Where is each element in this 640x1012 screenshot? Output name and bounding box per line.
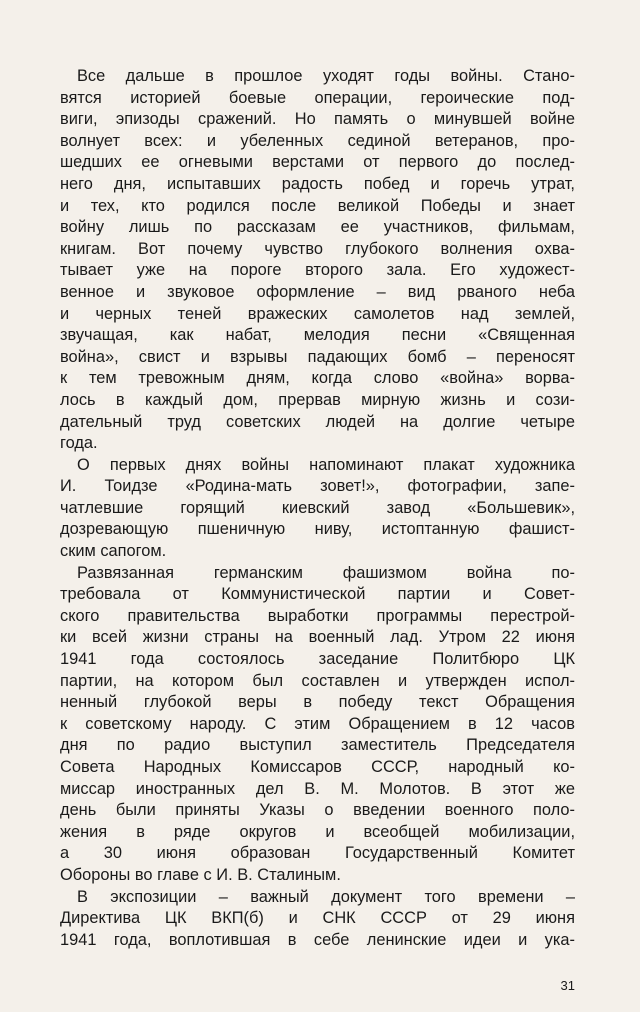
text-line: ского правительства выработки программы перестрой- [60,606,575,625]
text-line: года. [60,434,98,453]
text-line: и тех, кто родился после великой Победы и знает [60,196,575,215]
text-line: к тем тревожным дням, когда слово «война» ворва- [60,369,575,388]
text-line: партии, на котором был составлен и утвержден испол- [60,671,575,690]
text-line: ки всей жизни страны на военный лад. Утром 22 июня [60,628,575,647]
text-line: войну лишь по рассказам ее участников, фильмам, [60,218,575,237]
text-line: И. Тоидзе «Родина-мать зовет!», фотографии, запе- [60,477,575,496]
text-line: требовала от Коммунистической партии и Совет- [60,585,575,604]
text-line: 1941 года состоялось заседание Политбюро ЦК [60,650,575,669]
text-line: и черных теней вражеских самолетов над землей, [60,304,575,323]
text-line: О первых днях войны напоминают плакат художника [77,455,575,474]
text-line: тывает уже на пороге второго зала. Его художест- [60,261,575,280]
text-line: Развязанная германским фашизмом война по- [77,563,575,582]
text-line: книгам. Вот почему чувство глубокого волнения охва- [60,239,575,258]
text-line: него дня, испытавших радость побед и горечь утрат, [60,174,575,193]
text-line: дозревающую пшеничную ниву, истоптанную фашист- [60,520,575,539]
text-line: дня по радио выступил заместитель Председателя [60,736,575,755]
text-line: виги, эпизоды сражений. Но память о минувшей войне [60,110,575,129]
text-line: ненный глубокой веры в победу текст Обращения [60,693,575,712]
text-line: шедших ее огневыми верстами от первого до послед- [60,153,575,172]
page-number: 31 [560,978,575,993]
text-line: Все дальше в прошлое уходят годы войны. Стано- [77,67,575,85]
body-text [60,66,575,951]
text-line: ским сапогом. [60,542,167,561]
text-line: Обороны во главе с И. В. Сталиным. [60,865,341,884]
text-line: к советскому народу. С этим Обращением в 12 часов [60,714,575,733]
text-line: жения в ряде округов и всеобщей мобилизации, [60,822,575,841]
text-line: Совета Народных Комиссаров СССР, народный ко- [60,758,575,776]
text-line: день были приняты Указы о введении военного поло- [60,801,575,820]
text-line: волнует всех: и убеленных сединой ветеранов, про- [60,131,575,150]
text-line: миссар иностранных дел В. М. Молотов. В этот же [60,779,575,798]
text-line: лось в каждый дом, прервав мирную жизнь и сози- [60,390,575,409]
text-line: чатлевшие горящий киевский завод «Большевик», [60,498,575,517]
text-line: 1941 года, воплотившая в себе ленинские идеи и ука- [60,930,575,949]
text-line: звучащая, как набат, мелодия песни «Священная [60,326,575,345]
text-line: война», свист и взрывы падающих бомб – переносят [60,347,575,366]
text-line: В экспозиции – важный документ того времени – [77,887,575,906]
text-line: а 30 июня образован Государственный Комитет [60,844,575,863]
text-line: Директива ЦК ВКП(б) и СНК СССР от 29 июня [60,909,575,928]
text-line: венное и звуковое оформление – вид рваного неба [60,282,575,301]
text-line: вятся историей боевые операции, героические под- [60,88,575,107]
text-line: дательный труд советских людей на долгие четыре [60,412,575,431]
